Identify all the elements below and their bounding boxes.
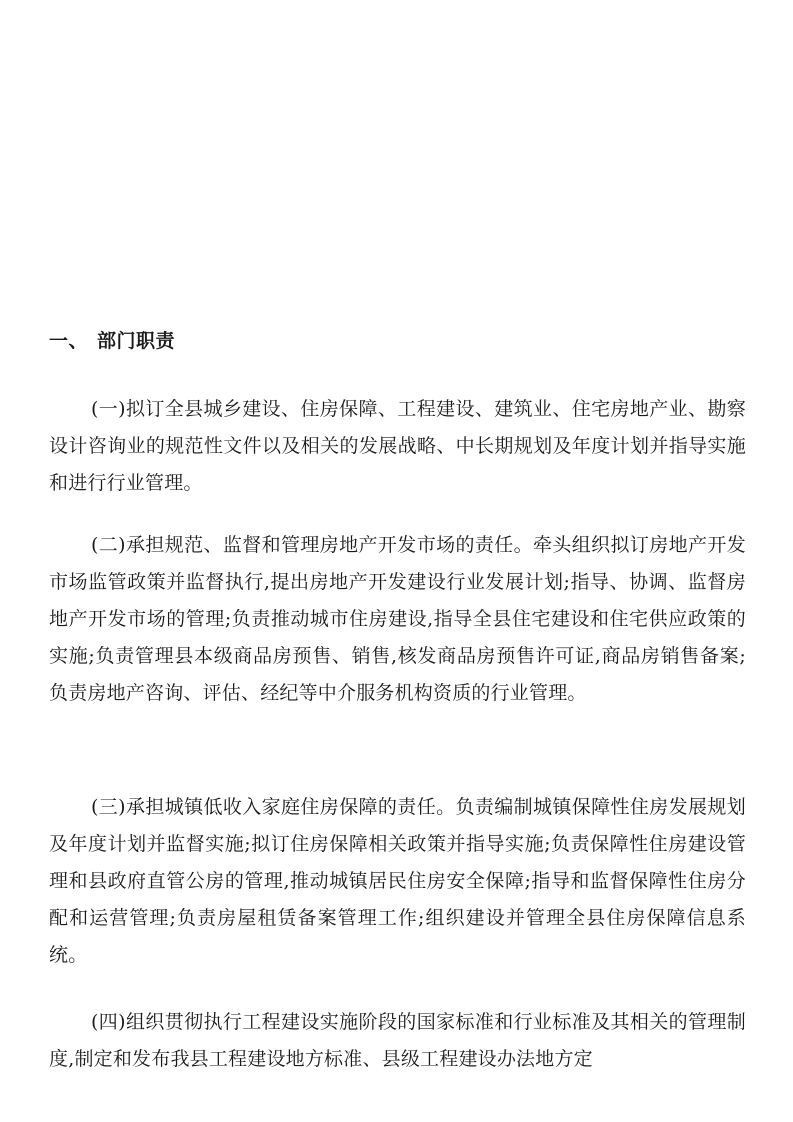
section-title: 部门职责 — [97, 330, 176, 352]
paragraph-1: (一)拟订全县城乡建设、住房保障、工程建设、建筑业、住宅房地产业、勘察设计咨询业的规范性文件以及相关的发展战略、中长期规划及年度计划并指导实施和进行行业管理。 — [49, 398, 746, 494]
section-number: 一、 — [49, 330, 89, 352]
paragraph-2: (二)承担规范、监督和管理房地产开发市场的责任。牵头组织拟订房地产开发市场监管政策并监督执行,提出房地产开发建设行业发展计划;指导、协调、监督房地产开发市场的管理;负责推动城市住房建设,指导全县住宅建设和住宅供应政策的实施;负责管理县本级商品房预售、销售,核发商品房预售许可证,商品房销售备案;负责房地产咨询、评估、经纪等中介服务机构资质的行业管理。 — [49, 534, 746, 704]
paragraph-3: (三)承担城镇低收入家庭住房保障的责任。负责编制城镇保障性住房发展规划及年度计划并监督实施;拟订住房保障相关政策并指导实施;负责保障性住房建设管理和县政府直管公房的管理,推动城镇居民住房安全保障;指导和监督保障性住房分配和运营管理;负责房屋租赁备案管理工作;组织建设并管理全县住房保障信息系统。 — [49, 796, 746, 966]
section-heading — [49, 326, 175, 353]
paragraph-4: (四)组织贯彻执行工程建设实施阶段的国家标准和行业标准及其相关的管理制度,制定和发布我县工程建设地方标准、县级工程建设办法地方定 — [49, 1011, 746, 1070]
